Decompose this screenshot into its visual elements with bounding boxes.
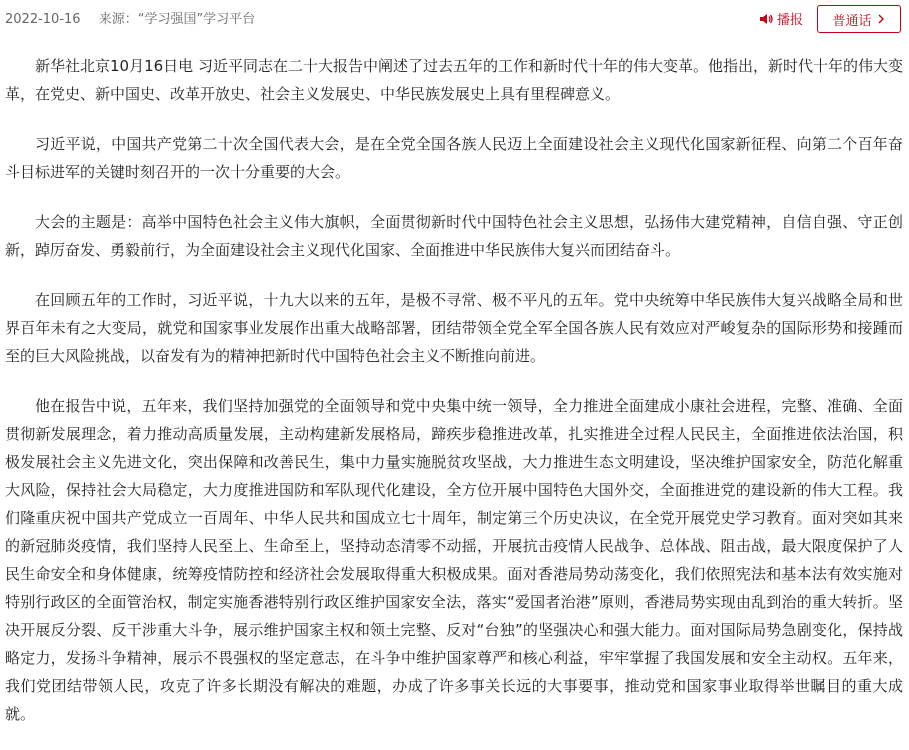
article-paragraph: 大会的主题是：高举中国特色社会主义伟大旗帜，全面贯彻新时代中国特色社会主义思想，弘扬伟大建党精神，自信自强、守正创新，踔厉奋发、勇毅前行，为全面建设社会主义现代化国家、全面推进中华民族伟大复兴而团结奋斗。 — [5, 213, 903, 259]
source-label: 来源：“学习强国”学习平台 — [98, 12, 256, 27]
speaker-icon — [760, 13, 774, 25]
article-meta-bar — [0, 0, 909, 36]
article-paragraph: 新华社北京10月16日电 习近平同志在二十大报告中阐述了过去五年的工作和新时代十年的伟大变革。他指出，新时代十年的伟大变革，在党史、新中国史、改革开放史、社会主义发展史、中华民族发展史上具有里程碑意义。 — [5, 57, 903, 103]
chevron-right-icon — [876, 14, 886, 24]
article-paragraph: 习近平说，中国共产党第二十次全国代表大会，是在全党全国各族人民迈上全面建设社会主义现代化国家新征程、向第二个百年奋斗目标进军的关键时刻召开的一次十分重要的大会。 — [5, 135, 903, 181]
publish-date: 2022-10-16 — [5, 12, 81, 27]
article-paragraph: 他在报告中说，五年来，我们坚持加强党的全面领导和党中央集中统一领导，全力推进全面建成小康社会进程，完整、准确、全面贯彻新发展理念，着力推动高质量发展，主动构建新发展格局，蹄疾步稳推进改革，扎实推进全过程人民民主，全面推进依法治国，积极发展社会主义先进文化，突出保障和改善民生，集中力量实施脱贫攻坚战，大力推进生态文明建设，坚决维护国家安全，防范化解重大风险，保持社会大局稳定，大力度推进国防和军队现代化建设，全方位开展中国特色大国外交，全面推进党的建设新的伟大工程。我们隆重庆祝中国共产党成立一百周年、中华人民共和国成立七十周年，制定第三个历史决议，在全党开展党史学习教育。面对突如其来的新冠肺炎疫情，我们坚持人民至上、生命至上，坚持动态清零不动摇，开展抗击疫情人民战争、总体战、阻击战，最大限度保护了人民生命安全和身体健康，统筹疫情防控和经济社会发展取得重大积极成果。面对香港局势动荡变化，我们依照宪法和基本法有效实施对特别行政区的全面管治权，制定实施香港特别行政区维护国家安全法，落实“爱国者治港”原则，香港局势实现由乱到治的重大转折。坚决开展反分裂、反干涉重大斗争，展示维护国家主权和领土完整、反对“台独”的坚强决心和强大能力。面对国际局势急剧变化，保持战略定力，发扬斗争精神，展示不畏强权的坚定意志，在斗争中维护国家尊严和核心利益，牢牢掌握了我国发展和安全主动权。五年来，我们党团结带领人民，攻克了许多长期没有解决的难题，办成了许多事关长远的大事要事，推动党和国家事业取得举世瞩目的重大成就。 — [5, 397, 903, 723]
article-meta — [5, 8, 255, 27]
mandarin-button[interactable] — [817, 5, 901, 33]
mandarin-label: 普通话 — [832, 13, 872, 29]
article-paragraph: 在回顾五年的工作时，习近平说，十九大以来的五年，是极不寻常、极不平凡的五年。党中央统筹中华民族伟大复兴战略全局和世界百年未有之大变局，就党和国家事业发展作出重大战略部署，团结带领全党全军全国各族人民有效应对严峻复杂的国际形势和接踵而至的巨大风险挑战，以奋发有为的精神把新时代中国特色社会主义不断推向前进。 — [5, 291, 903, 365]
broadcast-label: 播报 — [777, 13, 804, 28]
article-body — [5, 52, 903, 750]
broadcast-button[interactable] — [760, 9, 803, 28]
